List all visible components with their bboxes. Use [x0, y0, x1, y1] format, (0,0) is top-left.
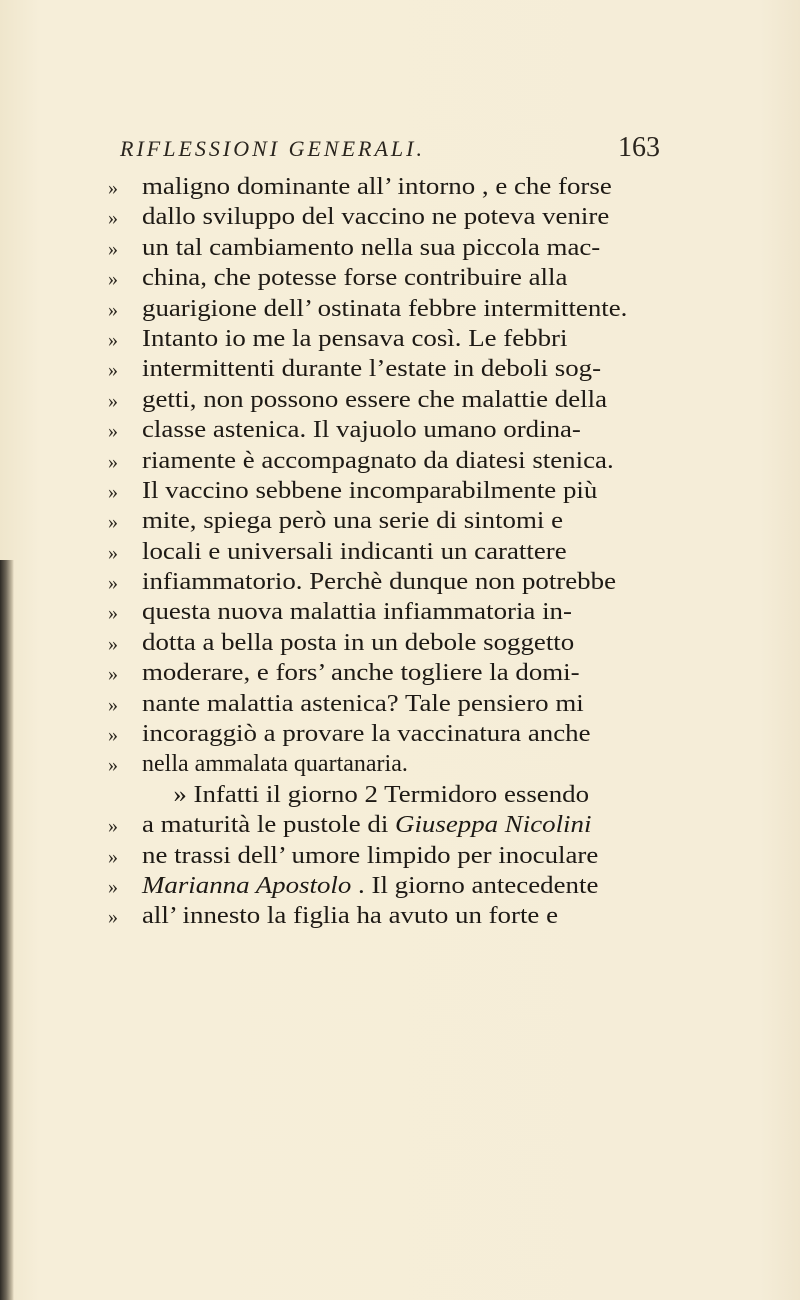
page-header: [120, 132, 660, 166]
line-segment: mite, spiega però una serie di sintomi e: [142, 508, 564, 535]
quote-mark: »: [108, 572, 118, 595]
text-line: [108, 294, 668, 324]
text-line: [108, 476, 668, 506]
line-segment: un tal cambiamento nella sua piccola mac-: [142, 234, 601, 261]
line-text: [142, 324, 567, 354]
line-segment: nella ammalata quartanaria.: [142, 751, 408, 778]
line-text: [142, 871, 598, 901]
line-text: [142, 901, 558, 931]
line-text: [142, 202, 609, 232]
line-segment: Intanto io me la pensava così. Le febbri: [142, 325, 568, 352]
text-line: [108, 354, 668, 384]
line-segment: maligno dominante all’ intorno , e che forse: [142, 174, 612, 200]
line-text: [142, 628, 574, 658]
quote-mark: »: [108, 906, 118, 929]
line-text: [142, 689, 584, 719]
quote-mark: »: [108, 480, 118, 503]
quote-mark: »: [108, 845, 118, 868]
line-segment: Il vaccino sebbene incomparabilmente più: [142, 477, 598, 504]
line-text: [142, 354, 601, 384]
quote-mark: »: [108, 177, 118, 199]
line-text: [142, 446, 614, 476]
line-segment: ne trassi dell’ umore limpido per inoculare: [142, 842, 599, 869]
line-text: [142, 385, 607, 415]
quote-mark: »: [108, 207, 118, 230]
text-line: [108, 780, 668, 810]
line-segment: riamente è accompagnato da diatesi stenica.: [142, 447, 614, 474]
line-text: [142, 780, 589, 810]
line-text: [142, 233, 600, 263]
text-line: [108, 749, 668, 779]
line-text: [142, 537, 567, 567]
line-text: [142, 172, 612, 202]
line-segment: all’ innesto la figlia ha avuto un forte e: [142, 903, 559, 930]
text-line: [108, 597, 668, 627]
text-line: [108, 263, 668, 293]
quote-mark: »: [108, 754, 118, 777]
text-line: [108, 658, 668, 688]
quote-mark: »: [108, 268, 118, 291]
line-text: [142, 810, 591, 840]
line-segment: moderare, e fors’ anche togliere la domi-: [142, 660, 580, 687]
line-segment: infiammatorio. Perchè dunque non potrebbe: [142, 569, 617, 596]
quote-mark: »: [108, 602, 118, 625]
text-line: [108, 233, 668, 263]
line-segment: intermittenti durante l’estate in deboli sog-: [142, 356, 602, 383]
text-line: [108, 202, 668, 232]
text-line: [108, 567, 668, 597]
text-line: [108, 689, 668, 719]
line-segment: dotta a bella posta in un debole soggetto: [142, 629, 575, 656]
text-line: [108, 324, 668, 354]
line-text: [142, 841, 598, 871]
quote-mark: »: [108, 420, 118, 443]
text-line: [108, 841, 668, 871]
quote-mark: »: [108, 511, 118, 534]
quote-mark: »: [108, 815, 118, 838]
line-text: [142, 567, 616, 597]
line-segment: questa nuova malattia infiammatoria in-: [142, 599, 572, 626]
quote-mark: »: [108, 693, 118, 716]
quote-mark: »: [108, 663, 118, 686]
quote-mark: »: [108, 389, 118, 412]
text-line: [108, 719, 668, 749]
text-line: [108, 172, 668, 202]
line-text: [142, 597, 572, 627]
line-segment: china, che potesse forse contribuire alla: [142, 265, 568, 292]
quote-mark: »: [108, 359, 118, 382]
line-segment: getti, non possono essere che malattie della: [142, 386, 608, 413]
quote-mark: »: [108, 724, 118, 747]
line-segment: dallo sviluppo del vaccino ne poteva venire: [142, 204, 610, 231]
text-line: [108, 415, 668, 445]
line-segment: a maturità le pustole di: [142, 812, 396, 839]
line-text: [142, 506, 563, 536]
text-line: [108, 537, 668, 567]
line-segment: incoraggiò a provare la vaccinatura anche: [142, 721, 591, 748]
book-spine-shadow: [0, 560, 14, 1300]
page-number: 163: [618, 132, 660, 163]
text-line: [108, 810, 668, 840]
quote-mark: »: [108, 328, 118, 351]
line-text: [142, 658, 580, 688]
line-segment: classe astenica. Il vajuolo umano ordina-: [142, 417, 581, 444]
body-text: [108, 172, 668, 932]
line-segment: . Il giorno antecedente: [351, 872, 599, 899]
text-line: [108, 871, 668, 901]
quote-mark: »: [108, 298, 118, 321]
text-line: [108, 446, 668, 476]
line-text: [142, 263, 567, 293]
line-segment: » Infatti il giorno 2 Termidoro essendo: [173, 781, 590, 808]
line-segment: nante malattia astenica? Tale pensiero mi: [142, 690, 584, 717]
quote-mark: »: [108, 237, 118, 260]
quote-mark: »: [108, 875, 118, 898]
text-line: [108, 901, 668, 931]
quote-mark: »: [108, 632, 118, 655]
text-line: [108, 506, 668, 536]
line-text: [142, 749, 408, 779]
line-text: [142, 294, 627, 324]
quote-mark: »: [108, 450, 118, 473]
italic-name: Giuseppa Nicolini: [395, 812, 592, 839]
italic-name: Marianna Apostolo: [142, 872, 352, 899]
running-title: RIFLESSIONI GENERALI.: [120, 136, 425, 161]
line-text: [142, 415, 581, 445]
line-segment: locali e universali indicanti un carattere: [142, 538, 567, 565]
text-line: [108, 385, 668, 415]
text-line: [108, 628, 668, 658]
line-text: [142, 719, 591, 749]
line-segment: guarigione dell’ ostinata febbre intermittente.: [142, 295, 628, 322]
quote-mark: »: [108, 541, 118, 564]
line-text: [142, 476, 597, 506]
